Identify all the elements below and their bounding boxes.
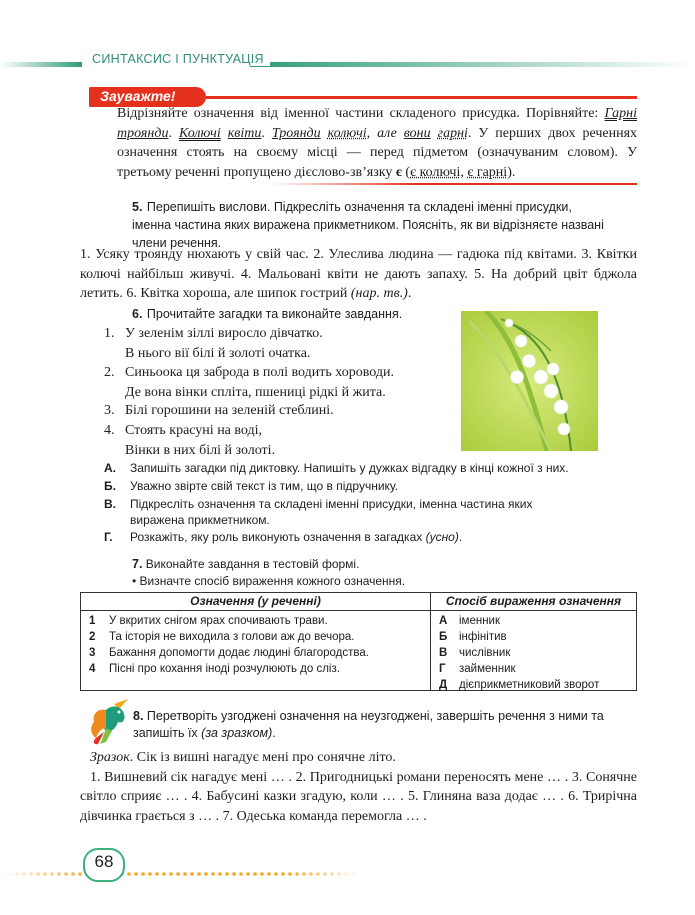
task8-mode: (за зразком) xyxy=(201,726,273,740)
task6-prompt xyxy=(132,305,432,323)
table-header-methods: Спосіб вираження означення xyxy=(445,594,622,608)
unicorn-icon xyxy=(86,698,132,746)
riddle: 2. Синьоока ця заброда в полі водить хороводи. Де вона вінки спліта, пшениці рідкі й жита. xyxy=(104,365,394,400)
note-rule xyxy=(206,96,637,99)
task7-number: 7. xyxy=(132,557,143,571)
task8-text: Перетворіть узгоджені означення на неузгоджені, завершіть речення з ними та запишіть їх xyxy=(133,709,604,740)
table-option: Д дієприкметниковий зворот xyxy=(439,679,600,691)
task6-text: Прочитайте загадки та виконайте завдання. xyxy=(146,307,403,321)
subtask: В. Підкресліть означення та складені іменні присудки, іменна частина яких виражена прикметником. xyxy=(104,497,533,527)
task7-bullet: • Визначте спосіб вираження кожного означення. xyxy=(132,574,406,588)
footer-dots xyxy=(0,871,360,877)
riddle: 3. Білі горошини на зеленій стеблині. xyxy=(104,403,334,418)
table-option: Б інфінітив xyxy=(439,631,507,643)
test-table xyxy=(80,592,637,691)
riddle: 1. У зеленім зіллі виросло дівчатко. В нього вії білі й золоті очатка. xyxy=(104,326,323,361)
table-header-rule xyxy=(81,610,636,611)
task5-prompt xyxy=(132,198,612,252)
subtask: А. Запишіть загадки під диктовку. Напишіть у дужках відгадку в кінці кожної з них. xyxy=(104,461,569,475)
task8-prompt: 8. Перетворіть узгоджені означення на неузгоджені, завершіть речення з ними та запишіть їх (за зразком). xyxy=(133,709,604,740)
note-end-rule xyxy=(270,183,637,185)
table-row: 4 Пісні про кохання іноді розчулюють до сліз. xyxy=(89,663,340,675)
table-option: В числівник xyxy=(439,647,511,659)
note-label: Зауважте! xyxy=(100,88,176,104)
table-row: 3 Бажання допомогти додає людині благородства. xyxy=(89,647,369,659)
table-row: 1 У вкритих снігом ярах спочивають трави. xyxy=(89,615,328,627)
task8-body: Зразок. Сік із вишні нагадує мені про сонячне літо. 1. Вишневий сік нагадує мені … . 2. Пригодницькі романи переносять мене … . 3. Сонячне світло сприяє … . 4. Бабусині казки згадую, коли … . 5. Глиняна ваза додає … . 6. Трирічна дівчинка грається з … . 7. Одеська команда перемогла … . xyxy=(80,750,637,824)
task5-body: 1. Усяку троянду нюхають у свій час. 2. Улеслива людина — гадюка під квітами. 3. Квітки колючі найбільш живучі. 4. Мальовані квіти не дають запаху. 5. На добрий цвіт бджола летить. 6. Квітка хороша, але шипок гострий (нар. тв.). xyxy=(80,247,637,301)
task7-prompt xyxy=(132,556,405,590)
task6-number: 6. xyxy=(132,307,143,321)
header-title: СИНТАКСИС І ПУНКТУАЦІЯ xyxy=(86,52,270,66)
riddle: 4. Стоять красуні на воді, Вінки в них білі й золоті. xyxy=(104,423,276,458)
table-header-sentences: Означення (у реченні) xyxy=(190,594,321,608)
subtask: Б. Уважно звірте свій текст із тим, що в підручнику. xyxy=(104,479,399,493)
table-option: А іменник xyxy=(439,615,501,627)
lily-of-the-valley-photo xyxy=(461,311,598,451)
header-line-left xyxy=(0,62,82,67)
table-row: 2 Та історія не виходила з голови аж до вечора. xyxy=(89,631,355,643)
task5-number: 5. xyxy=(132,200,143,214)
subtask: Г. Розкажіть, яку роль виконують означення в загадках (усно). xyxy=(104,530,463,544)
page-number: 68 xyxy=(94,852,114,871)
note-paragraph: Відрізняйте означення від іменної частини складеного присудка. Порівняйте: Гарні троянди. Колючі квіти. Троянди колючі, але вони гарні. У перших двох реченнях означення стоять на своєму місці — перед підметом (означуваним словом). У третьому реченні пропущено дієслово-зв’язку є (є колючі, є гарні). xyxy=(117,106,638,180)
table-option: Г займенник xyxy=(439,663,516,675)
header-line-right xyxy=(250,62,695,67)
task8-number: 8. xyxy=(133,709,144,723)
task5-text: Перепишіть вислови. Підкресліть означення та складені іменні присудки, іменна частина яких виражена прикметником. Поясніть, як ви відрізняєте названі члени речення. xyxy=(132,200,604,250)
task7-text: Виконайте завдання в тестовій формі. xyxy=(145,557,360,571)
